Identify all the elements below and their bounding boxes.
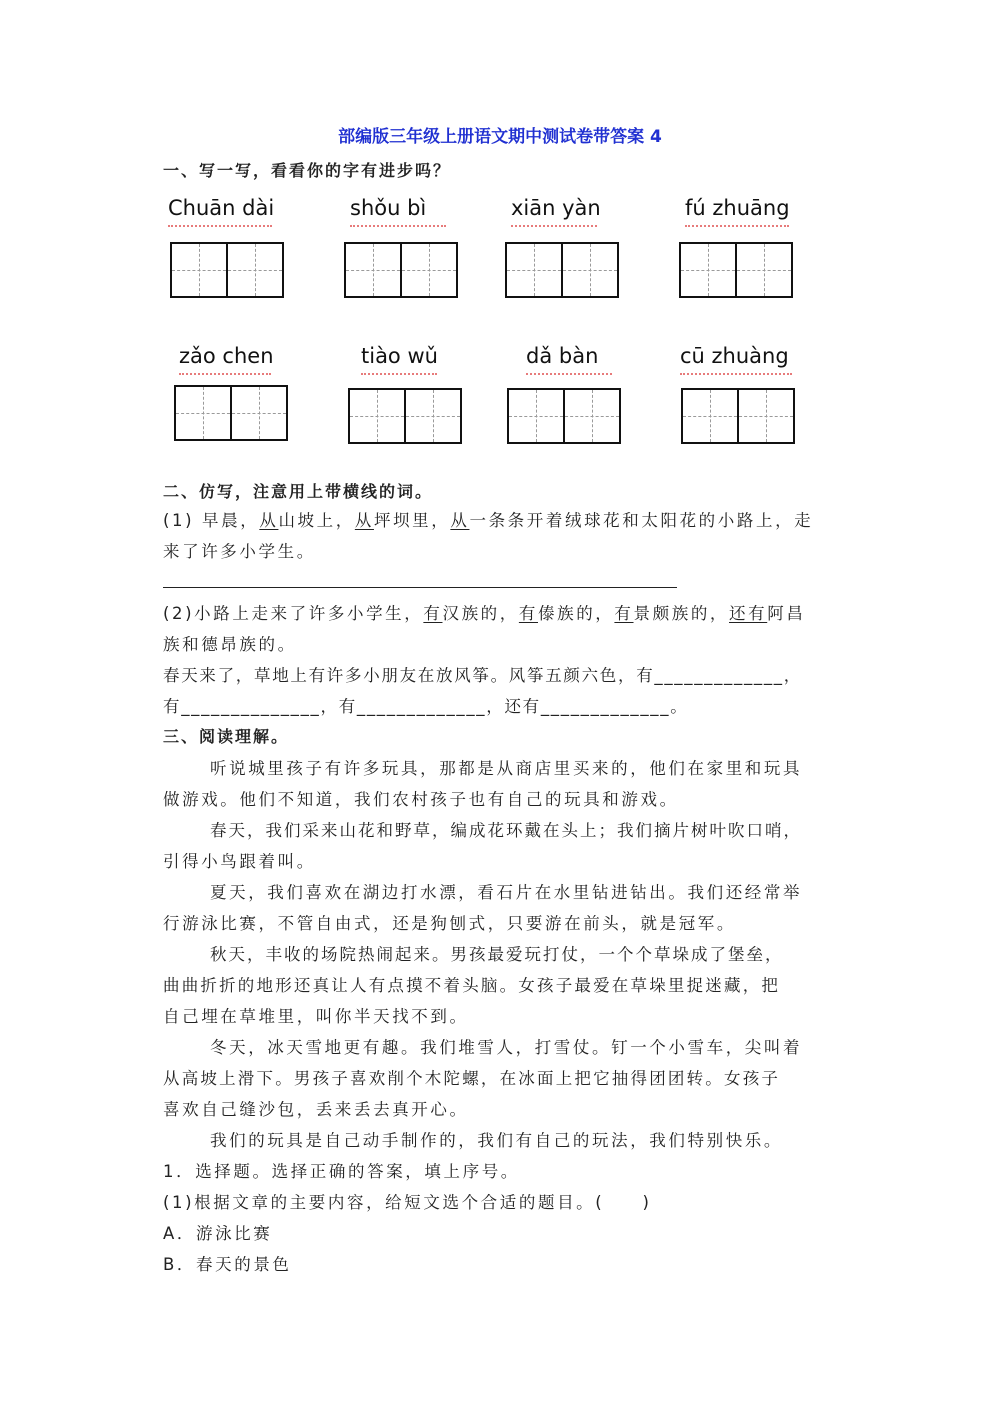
reading-line: 夏天，我们喜欢在湖边打水漂，看石片在水里钻进钻出。我们还经常举 — [210, 883, 803, 902]
writing-grid-1[interactable] — [170, 242, 284, 298]
underlined-word: 有 — [518, 604, 538, 623]
spell-underline — [350, 222, 446, 227]
underlined-word: 有 — [614, 604, 634, 623]
writing-grid-4[interactable] — [679, 242, 793, 298]
question-1: 1．选择题。选择正确的答案，填上序号。 — [163, 1162, 520, 1181]
section-2-heading: 二、仿写，注意用上带横线的词。 — [163, 482, 434, 501]
spell-underline — [179, 370, 271, 375]
reading-line: 自己埋在草堆里，叫你半天找不到。 — [163, 1007, 469, 1026]
writing-grid-8[interactable] — [681, 388, 795, 444]
q1-line-1 — [163, 507, 813, 531]
reading-line: 行游泳比赛，不管自由式，还是狗刨式，只要游在前头，就是冠军。 — [163, 914, 736, 933]
writing-grid-7[interactable] — [507, 388, 621, 444]
writing-grid-6[interactable] — [348, 388, 462, 444]
q2-line-3: 春天来了，草地上有许多小朋友在放风筝。风筝五颜六色，有_____________， — [163, 666, 802, 685]
pinyin-3: xiān yàn — [511, 196, 601, 220]
page-title: 部编版三年级上册语文期中测试卷带答案 4 — [338, 127, 662, 147]
reading-line: 听说城里孩子有许多玩具，那都是从商店里买来的，他们在家里和玩具 — [210, 759, 803, 778]
pinyin-6: tiào wǔ — [361, 344, 438, 368]
underlined-word: 从 — [450, 511, 470, 530]
answer-line[interactable] — [163, 587, 677, 588]
spell-underline — [680, 370, 792, 375]
writing-grid-2[interactable] — [344, 242, 458, 298]
pinyin-7: dǎ bàn — [526, 344, 599, 368]
text: (2)小路上走来了许多小学生， — [163, 604, 424, 623]
pinyin-4: fú zhuāng — [685, 196, 790, 220]
reading-line: 引得小鸟跟着叫。 — [163, 852, 316, 871]
text: 傣族的， — [538, 604, 615, 623]
reading-line: 我们的玩具是自己动手制作的，我们有自己的玩法，我们特别快乐。 — [210, 1131, 783, 1150]
reading-line: 曲曲折折的地形还真让人有点摸不着头脑。女孩子最爱在草垛里捉迷藏，把 — [163, 976, 781, 995]
q1-line-2: 来了许多小学生。 — [163, 542, 316, 561]
text: 坪坝里， — [373, 511, 451, 530]
pinyin-1: Chuān dài — [168, 196, 275, 220]
reading-line: 秋天，丰收的场院热闹起来。男孩最爱玩打仗，一个个草垛成了堡垒， — [210, 945, 784, 964]
underlined-word: 从 — [259, 511, 279, 530]
text: (1) 早晨， — [163, 511, 260, 530]
spell-underline — [685, 222, 789, 227]
text: 汉族的， — [442, 604, 519, 623]
reading-line: 做游戏。他们不知道，我们农村孩子也有自己的玩具和游戏。 — [163, 790, 679, 809]
writing-grid-5[interactable] — [174, 385, 288, 441]
question-1-1: (1)根据文章的主要内容，给短文选个合适的题目。( ) — [163, 1193, 652, 1212]
spell-underline — [526, 370, 612, 375]
text: 山坡上， — [278, 511, 355, 530]
spell-underline — [511, 222, 597, 227]
text: 一条条开着绒球花和太阳花的小路上，走 — [469, 511, 814, 530]
underlined-word: 从 — [354, 511, 374, 530]
spell-underline — [168, 222, 272, 227]
pinyin-8: cū zhuàng — [680, 344, 789, 368]
option-b[interactable]: B．春天的景色 — [163, 1255, 292, 1274]
underlined-word: 还有 — [729, 604, 768, 623]
reading-line: 春天，我们采来山花和野草，编成花环戴在头上；我们摘片树叶吹口哨， — [210, 821, 802, 840]
reading-line: 喜欢自己缝沙包，丢来丢去真开心。 — [163, 1100, 469, 1119]
q2-line-4: 有______________，有_____________，还有_____________。 — [163, 697, 689, 716]
underlined-word: 有 — [423, 604, 443, 623]
section-3-heading: 三、阅读理解。 — [163, 727, 290, 746]
pinyin-5: zǎo chen — [179, 344, 274, 368]
q2-line-1 — [163, 600, 805, 624]
text: 景颇族的， — [633, 604, 730, 623]
section-1-heading: 一、写一写，看看你的字有进步吗？ — [163, 161, 452, 180]
text: 阿昌 — [767, 604, 806, 623]
reading-line: 冬天，冰天雪地更有趣。我们堆雪人，打雪仗。钉一个小雪车，尖叫着 — [210, 1038, 803, 1057]
option-a[interactable]: A．游泳比赛 — [163, 1224, 273, 1243]
pinyin-2: shǒu bì — [350, 196, 427, 220]
writing-grid-3[interactable] — [505, 242, 619, 298]
q2-line-2: 族和德昂族的。 — [163, 635, 297, 654]
reading-line: 从高坡上滑下。男孩子喜欢削个木陀螺，在冰面上把它抽得团团转。女孩子 — [163, 1069, 781, 1088]
spell-underline — [361, 370, 437, 375]
